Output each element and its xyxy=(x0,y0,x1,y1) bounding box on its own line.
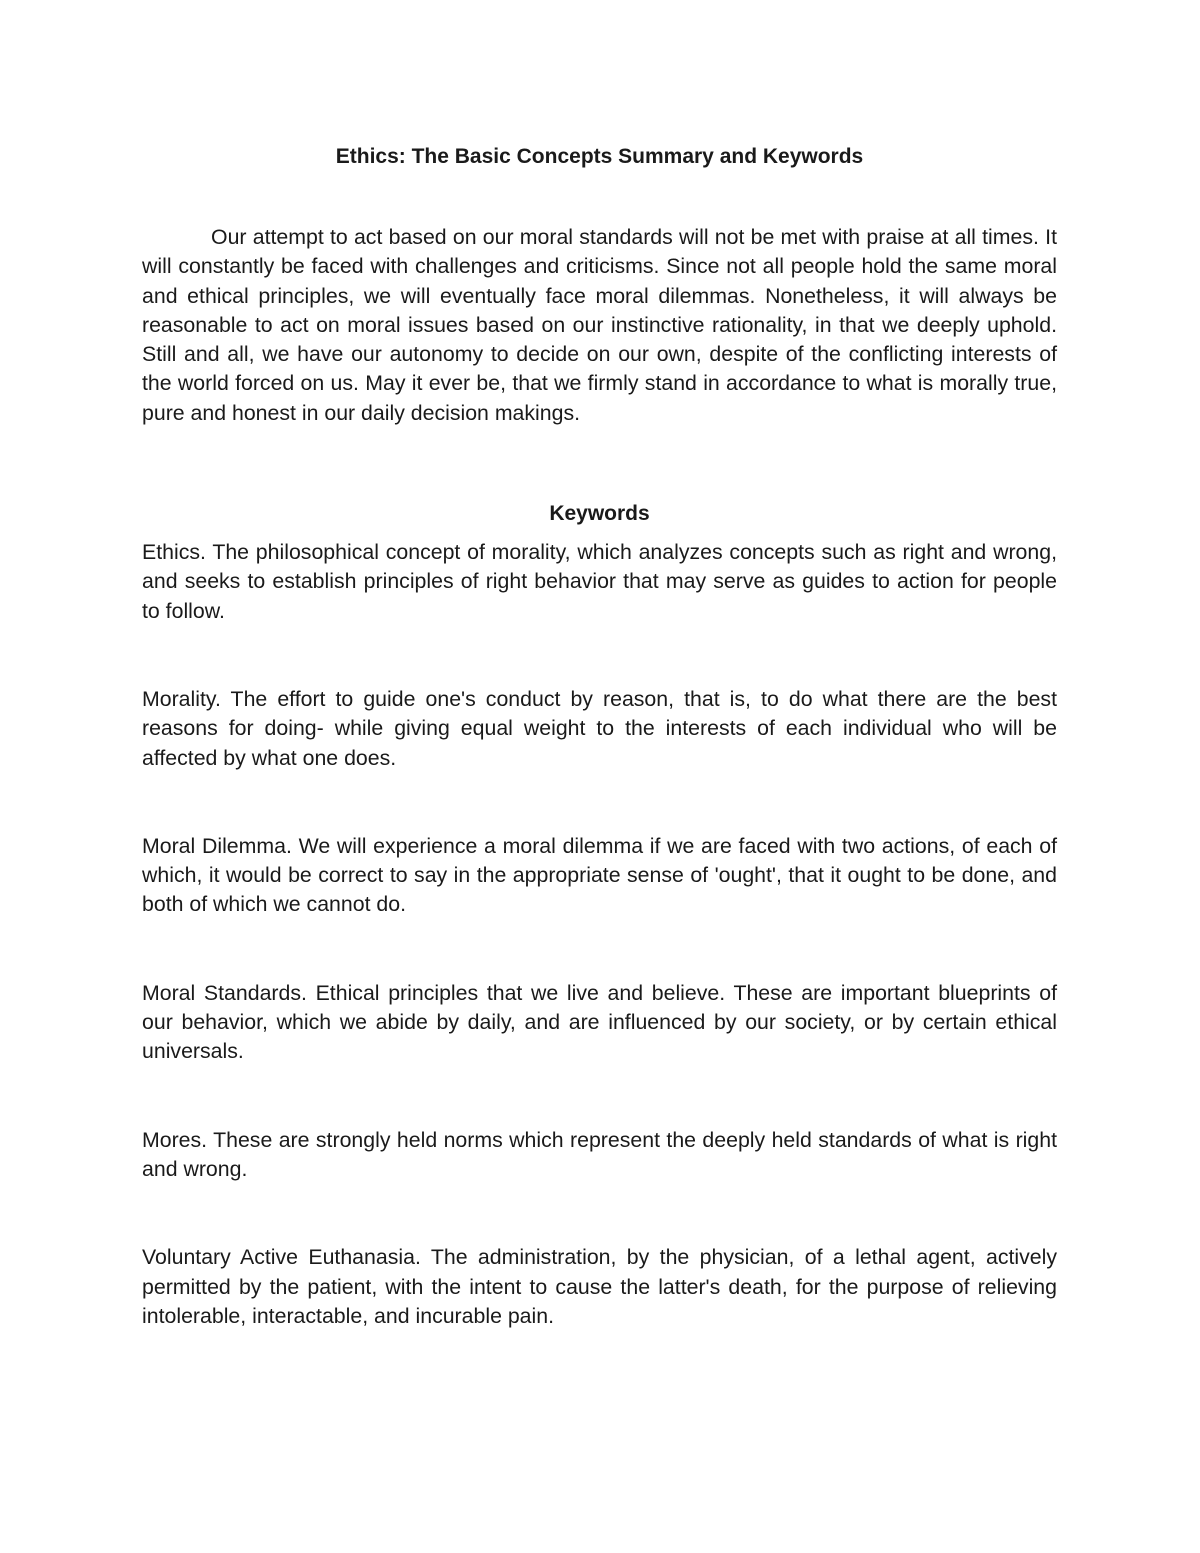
document-title: Ethics: The Basic Concepts Summary and Keywords xyxy=(335,145,864,168)
summary-paragraph: Our attempt to act based on our moral standards will not be met with praise at all times. It will constantly be faced with challenges and criticisms. Since not all people hold the same moral and ethical principles, we will eventually face moral dilemmas. Nonetheless, it will always be reasonable to act on moral issues based on our instinctive rationality, in that we deeply uphold. Still and all, we have our autonomy to decide on our own, despite of the conflicting interests of the world forced on us. May it ever be, that we firmly stand in accordance to what is morally true, pure and honest in our daily decision makings. xyxy=(142,225,1057,425)
keyword-moral-dilemma: Moral Dilemma. We will experience a moral dilemma if we are faced with two actions, of each of which, it would be correct to say in the appropriate sense of 'ought', that it ought to be done, and both of which we cannot do. xyxy=(142,833,1057,917)
keyword-ethics: Ethics. The philosophical concept of morality, which analyzes concepts such as right and wrong, and seeks to establish principles of right behavior that may serve as guides to action for people to follow. xyxy=(142,540,1057,623)
keyword-voluntary-active-euthanasia: Voluntary Active Euthanasia. The administration, by the physician, of a lethal agent, actively permitted by the patient, with the intent to cause the latter's death, for the purpose of relieving intolerable, interactable, and incurable pain. xyxy=(142,1245,1057,1328)
keyword-morality: Morality. The effort to guide one's conduct by reason, that is, to do what there are the best reasons for doing- while giving equal weight to the interests of each individual who will be affected by what one does. xyxy=(142,686,1057,770)
keyword-moral-standards: Moral Standards. Ethical principles that we live and believe. These are important blueprints of our behavior, which we abide by daily, and are influenced by our society, or by certain ethical universals. xyxy=(142,980,1057,1064)
keywords-heading: Keywords xyxy=(549,502,650,526)
document-page xyxy=(142,140,1057,1331)
keyword-mores: Mores. These are strongly held norms which represent the deeply held standards of what is right and wrong. xyxy=(142,1127,1057,1181)
